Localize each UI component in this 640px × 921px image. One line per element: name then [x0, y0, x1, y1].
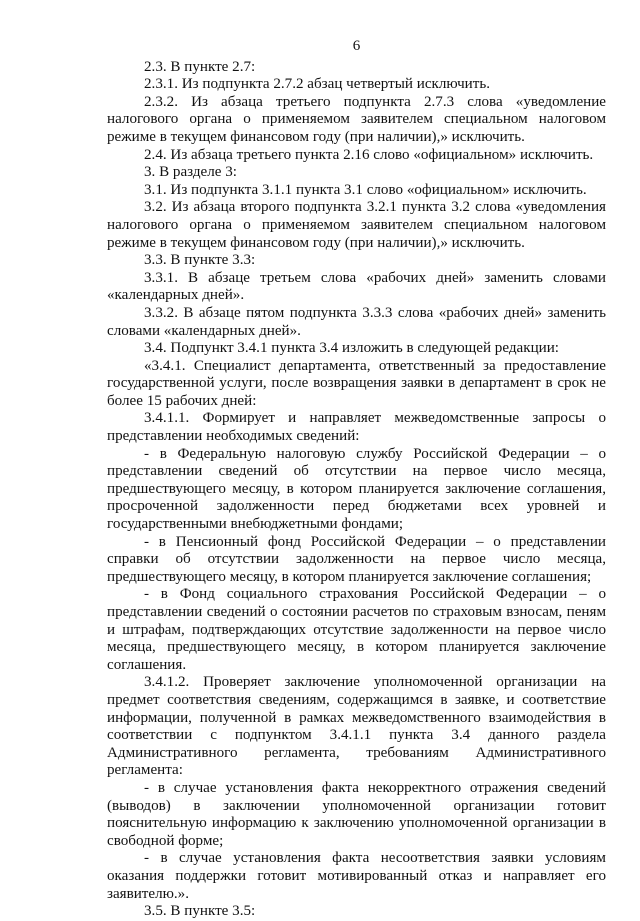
- paragraph-3-3-1: 3.3.1. В абзаце третьем слова «рабочих дней» заменить словами «календарных дней».: [107, 269, 606, 304]
- paragraph-3-4-1: «3.4.1. Специалист департамента, ответственный за предоставление государственной услуги, после возвращения заявки в департамент в срок не более 15 рабочих дней:: [107, 357, 606, 409]
- paragraph-3-4: 3.4. Подпункт 3.4.1 пункта 3.4 изложить в следующей редакции:: [144, 340, 559, 357]
- paragraph-3-2: 3.2. Из абзаца второго подпункта 3.2.1 пункта 3.2 слова «уведомления налогового органа о применяемом заявителем специальном налоговом режиме в текущем финансовом году (при наличии),» исключить.: [107, 199, 606, 251]
- paragraph-3-1: 3.1. Из подпункта 3.1.1 пункта 3.1 слово «официальном» исключить.: [144, 181, 587, 198]
- list-item-tax-service: - в Федеральную налоговую службу Российской Федерации – о представлении сведений об отсутствии на первое число месяца, предшествующего месяцу, в котором планируется заключение соглашения, просроченной задолженности перед бюджетами всех уровней и государственными внебюджетными фондами;: [107, 445, 606, 533]
- list-item-pension-fund: - в Пенсионный фонд Российской Федерации – о представлении справки об отсутствии задолженности на первое число месяца, предшествующего месяцу, в котором планируется заключение соглашения;: [107, 533, 606, 585]
- paragraph-3-4-1-1: 3.4.1.1. Формирует и направляет межведомственные запросы о представлении необходимых сведений:: [107, 410, 606, 445]
- paragraph-3-3: 3.3. В пункте 3.3:: [144, 252, 256, 269]
- paragraph-3-5: 3.5. В пункте 3.5:: [144, 903, 256, 920]
- list-item-mismatch: - в случае установления факта несоответствия заявки условиям оказания поддержки готовит мотивированный отказ и направляет его заявителю.».: [107, 850, 606, 902]
- paragraph-2-3-2: 2.3.2. Из абзаца третьего подпункта 2.7.3 слова «уведомление налогового органа о применяемом заявителем специальном налоговом режиме в текущем финансовом году (при наличии),» исключить.: [107, 93, 606, 145]
- page-number: 6: [352, 38, 361, 54]
- paragraph-2-4: 2.4. Из абзаца третьего пункта 2.16 слово «официальном» исключить.: [144, 146, 594, 163]
- list-item-social-insurance: - в Фонд социального страхования Российской Федерации – о представлении сведений о состоянии расчетов по страховым взносам, пеням и штрафам, подтверждающих отсутствие задолженности на первое число месяца, предшествующего месяцу, в котором планируется заключение соглашения.: [107, 586, 606, 673]
- paragraph-2-3: 2.3. В пункте 2.7:: [144, 58, 256, 75]
- paragraph-3: 3. В разделе 3:: [144, 164, 237, 181]
- list-item-incorrect-data: - в случае установления факта некорректного отражения сведений (выводов) в заключении уполномоченной организации готовит пояснительную информацию к заключению уполномоченной организации в свободной форме;: [107, 779, 606, 849]
- paragraph-2-3-1: 2.3.1. Из подпункта 2.7.2 абзац четвертый исключить.: [144, 76, 491, 93]
- paragraph-3-4-1-2: 3.4.1.2. Проверяет заключение уполномоченной организации на предмет соответствия сведениям, содержащимся в заявке, и соответствие информации, полученной в рамках межведомственного взаимодействия в соответствии с подпунктом 3.4.1.1 пункта 3.4 данного раздела Административного регламента, требованиям Административного регламента:: [107, 674, 606, 779]
- paragraph-3-3-2: 3.3.2. В абзаце пятом подпункта 3.3.3 слова «рабочих дней» заменить словами «календарных дней».: [107, 304, 606, 339]
